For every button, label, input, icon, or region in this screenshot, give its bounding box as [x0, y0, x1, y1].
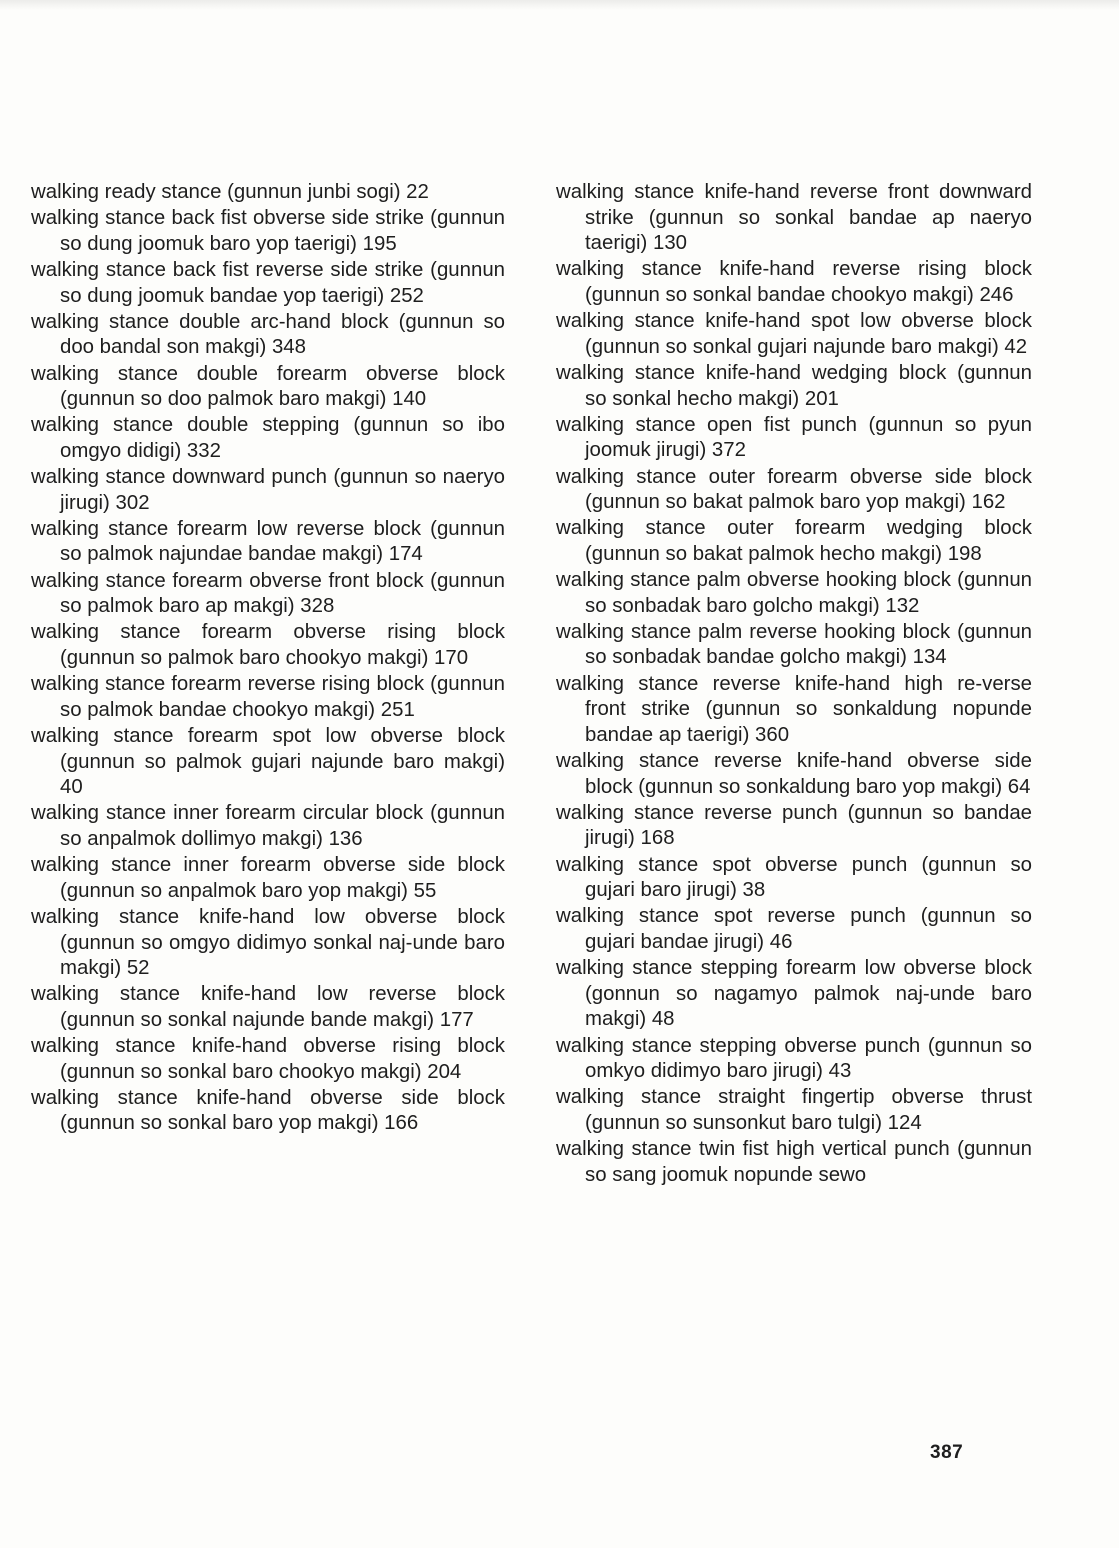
index-entry: walking stance forearm spot low obverse block (gunnun so palmok gujari najunde baro makgi) 40 [31, 725, 505, 799]
scan-shadow [0, 0, 1119, 10]
index-entry: walking stance back fist reverse side strike (gunnun so dung joomuk bandae yop taerigi) 252 [31, 258, 505, 307]
index-entry: walking stance forearm reverse rising block (gunnun so palmok bandae chookyo makgi) 251 [31, 673, 505, 721]
index-entry: walking stance forearm obverse rising block (gunnun so palmok baro chookyo makgi) 170 [31, 621, 505, 670]
index-entry: walking stance palm obverse hooking block (gunnun so sonbadak baro golcho makgi) 132 [556, 569, 1032, 617]
index-entry: walking stance back fist obverse side strike (gunnun so dung joomuk baro yop taerigi) 195 [31, 207, 505, 255]
index-entry: walking stance straight fingertip obverse thrust (gunnun so sunsonkut baro tulgi) 124 [556, 1086, 1032, 1134]
index-entry: walking stance stepping forearm low obverse block (gonnun so nagamyo palmok naj-unde baro makgi) 48 [556, 957, 1032, 1031]
index-entry: walking stance inner forearm obverse side block (gunnun so anpalmok baro yop makgi) 55 [31, 854, 505, 902]
index-entry: walking stance knife-hand obverse side block (gunnun so sonkal baro yop makgi) 166 [31, 1086, 505, 1135]
index-entry: walking stance reverse knife-hand obverse side block (gunnun so sonkaldung baro yop makgi) 64 [556, 750, 1032, 798]
index-entry: walking stance knife-hand wedging block (gunnun so sonkal hecho makgi) 201 [556, 361, 1032, 410]
index-column-left [31, 180, 505, 1138]
index-entry: walking stance double arc-hand block (gunnun so doo bandal son makgi) 348 [31, 310, 505, 359]
index-entry: walking stance outer forearm obverse side block (gunnun so bakat palmok baro yop makgi) 162 [556, 465, 1032, 514]
index-column-right [556, 180, 1032, 1189]
index-entry: walking stance downward punch (gunnun so naeryo jirugi) 302 [31, 466, 505, 514]
index-entry: walking stance spot reverse punch (gunnun so gujari bandae jirugi) 46 [556, 905, 1032, 953]
index-entry: walking stance reverse punch (gunnun so bandae jirugi) 168 [556, 801, 1032, 850]
index-entry: walking stance knife-hand obverse rising block (gunnun so sonkal baro chookyo makgi) 204 [31, 1035, 505, 1083]
index-entry: walking stance double stepping (gunnun so ibo omgyo didigi) 332 [31, 414, 505, 462]
index-entry: walking stance knife-hand reverse rising block (gunnun so sonkal bandae chookyo makgi) 246 [556, 258, 1032, 306]
index-entry: walking stance stepping obverse punch (gunnun so omkyo didimyo baro jirugi) 43 [556, 1034, 1032, 1083]
index-entry: walking stance outer forearm wedging block (gunnun so bakat palmok hecho makgi) 198 [556, 517, 1032, 565]
index-entry: walking stance twin fist high vertical punch (gunnun so sang joomuk nopunde sewo [556, 1138, 1032, 1186]
page-number: 387 [930, 1442, 964, 1463]
index-entry: walking stance forearm low reverse block (gunnun so palmok najundae bandae makgi) 174 [31, 517, 505, 566]
index-entry: walking stance forearm obverse front block (gunnun so palmok baro ap makgi) 328 [31, 569, 505, 618]
index-entry: walking stance knife-hand spot low obverse block (gunnun so sonkal gujari najunde baro makgi) 42 [556, 310, 1032, 358]
index-entry: walking stance knife-hand low obverse block (gunnun so omgyo didimyo sonkal naj-unde baro makgi) 52 [31, 905, 505, 980]
index-entry: walking stance double forearm obverse block (gunnun so doo palmok baro makgi) 140 [31, 362, 505, 411]
index-entry: walking stance inner forearm circular block (gunnun so anpalmok dollimyo makgi) 136 [31, 802, 505, 850]
index-entry: walking stance reverse knife-hand high re-verse front strike (gunnun so sonkaldung nopunde bandae ap taerigi) 360 [556, 672, 1032, 746]
index-entry: walking stance spot obverse punch (gunnun so gujari baro jirugi) 38 [556, 853, 1032, 902]
index-entry: walking stance knife-hand low reverse block (gunnun so sonkal najunde bande makgi) 177 [31, 983, 505, 1031]
index-entry: walking stance knife-hand reverse front downward strike (gunnun so sonkal bandae ap naeryo taerigi) 130 [556, 181, 1032, 255]
index-entry: walking stance palm reverse hooking block (gunnun so sonbadak bandae golcho makgi) 134 [556, 620, 1032, 669]
index-entry: walking ready stance (gunnun junbi sogi) 22 [31, 181, 429, 203]
index-entry: walking stance open fist punch (gunnun so pyun joomuk jirugi) 372 [556, 413, 1032, 462]
